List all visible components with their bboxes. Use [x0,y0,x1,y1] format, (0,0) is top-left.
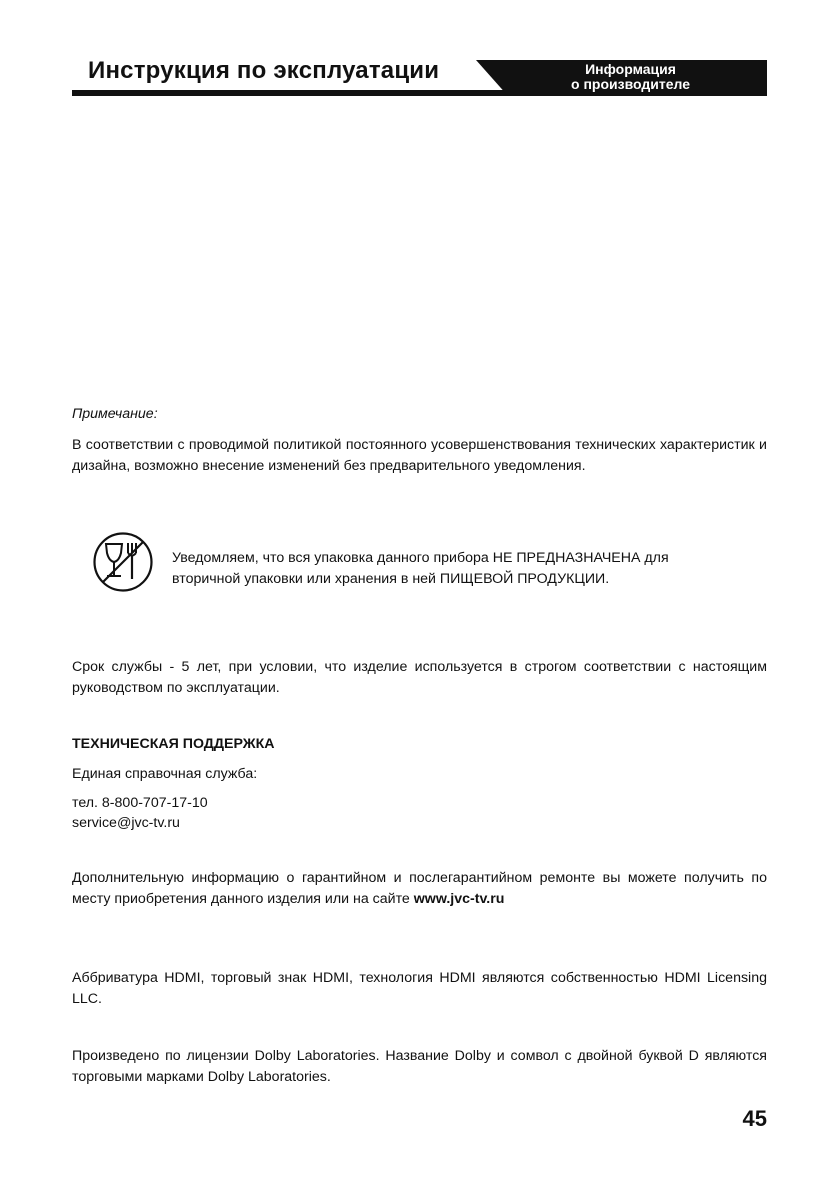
note-text: В соответствии с проводимой политикой постоянного усовершенствования технических характеристик и дизайна, возможно внесение изменений без предварительного уведомления. [72,437,767,474]
page-number: 45 [742,1106,767,1131]
page-title: Инструкция по эксплуатации [88,57,440,84]
hdmi-notice: Аббриватура HDMI, торговый знак HDMI, технология HDMI являются собственностью HDMI Licensing LLC. [72,970,767,1007]
service-life-text: Срок службы - 5 лет, при условии, что изделие используется в строгом соответствии с настоящим руководством по эксплуатации. [72,659,767,696]
section-title-line2: о производителе [571,76,690,92]
support-desk-label: Единая справочная служба: [72,766,258,782]
section-title [508,62,753,92]
dolby-notice: Произведено по лицензии Dolby Laboratories. Название Dolby и сомвол с двойной буквой D являются торговыми марками Dolby Laboratories. [72,1048,767,1085]
warranty-text [72,868,767,910]
support-phone: тел. 8-800-707-17-10 [72,795,208,811]
website-link: www.jvc-tv.ru [413,891,505,907]
section-title-line1: Информация [585,61,676,77]
packaging-notice [172,548,752,590]
packaging-line-1: Уведомляем, что вся упаковка данного прибора НЕ ПРЕДНАЗНАЧЕНА для [172,550,669,566]
support-heading: ТЕХНИЧЕСКАЯ ПОДДЕРЖКА [72,736,275,752]
packaging-line-2: вторичной упаковки или хранения в ней ПИЩЕВОЙ ПРОДУКЦИИ. [172,571,610,587]
support-email: service@jvc-tv.ru [72,815,180,831]
no-food-contact-icon [92,531,154,593]
warranty-body: Дополнительную информацию о гарантийном и послегарантийном ремонте вы можете получить по месту приобретения данного изделия или на сайте [72,870,767,907]
note-label: Примечание: [72,406,158,422]
